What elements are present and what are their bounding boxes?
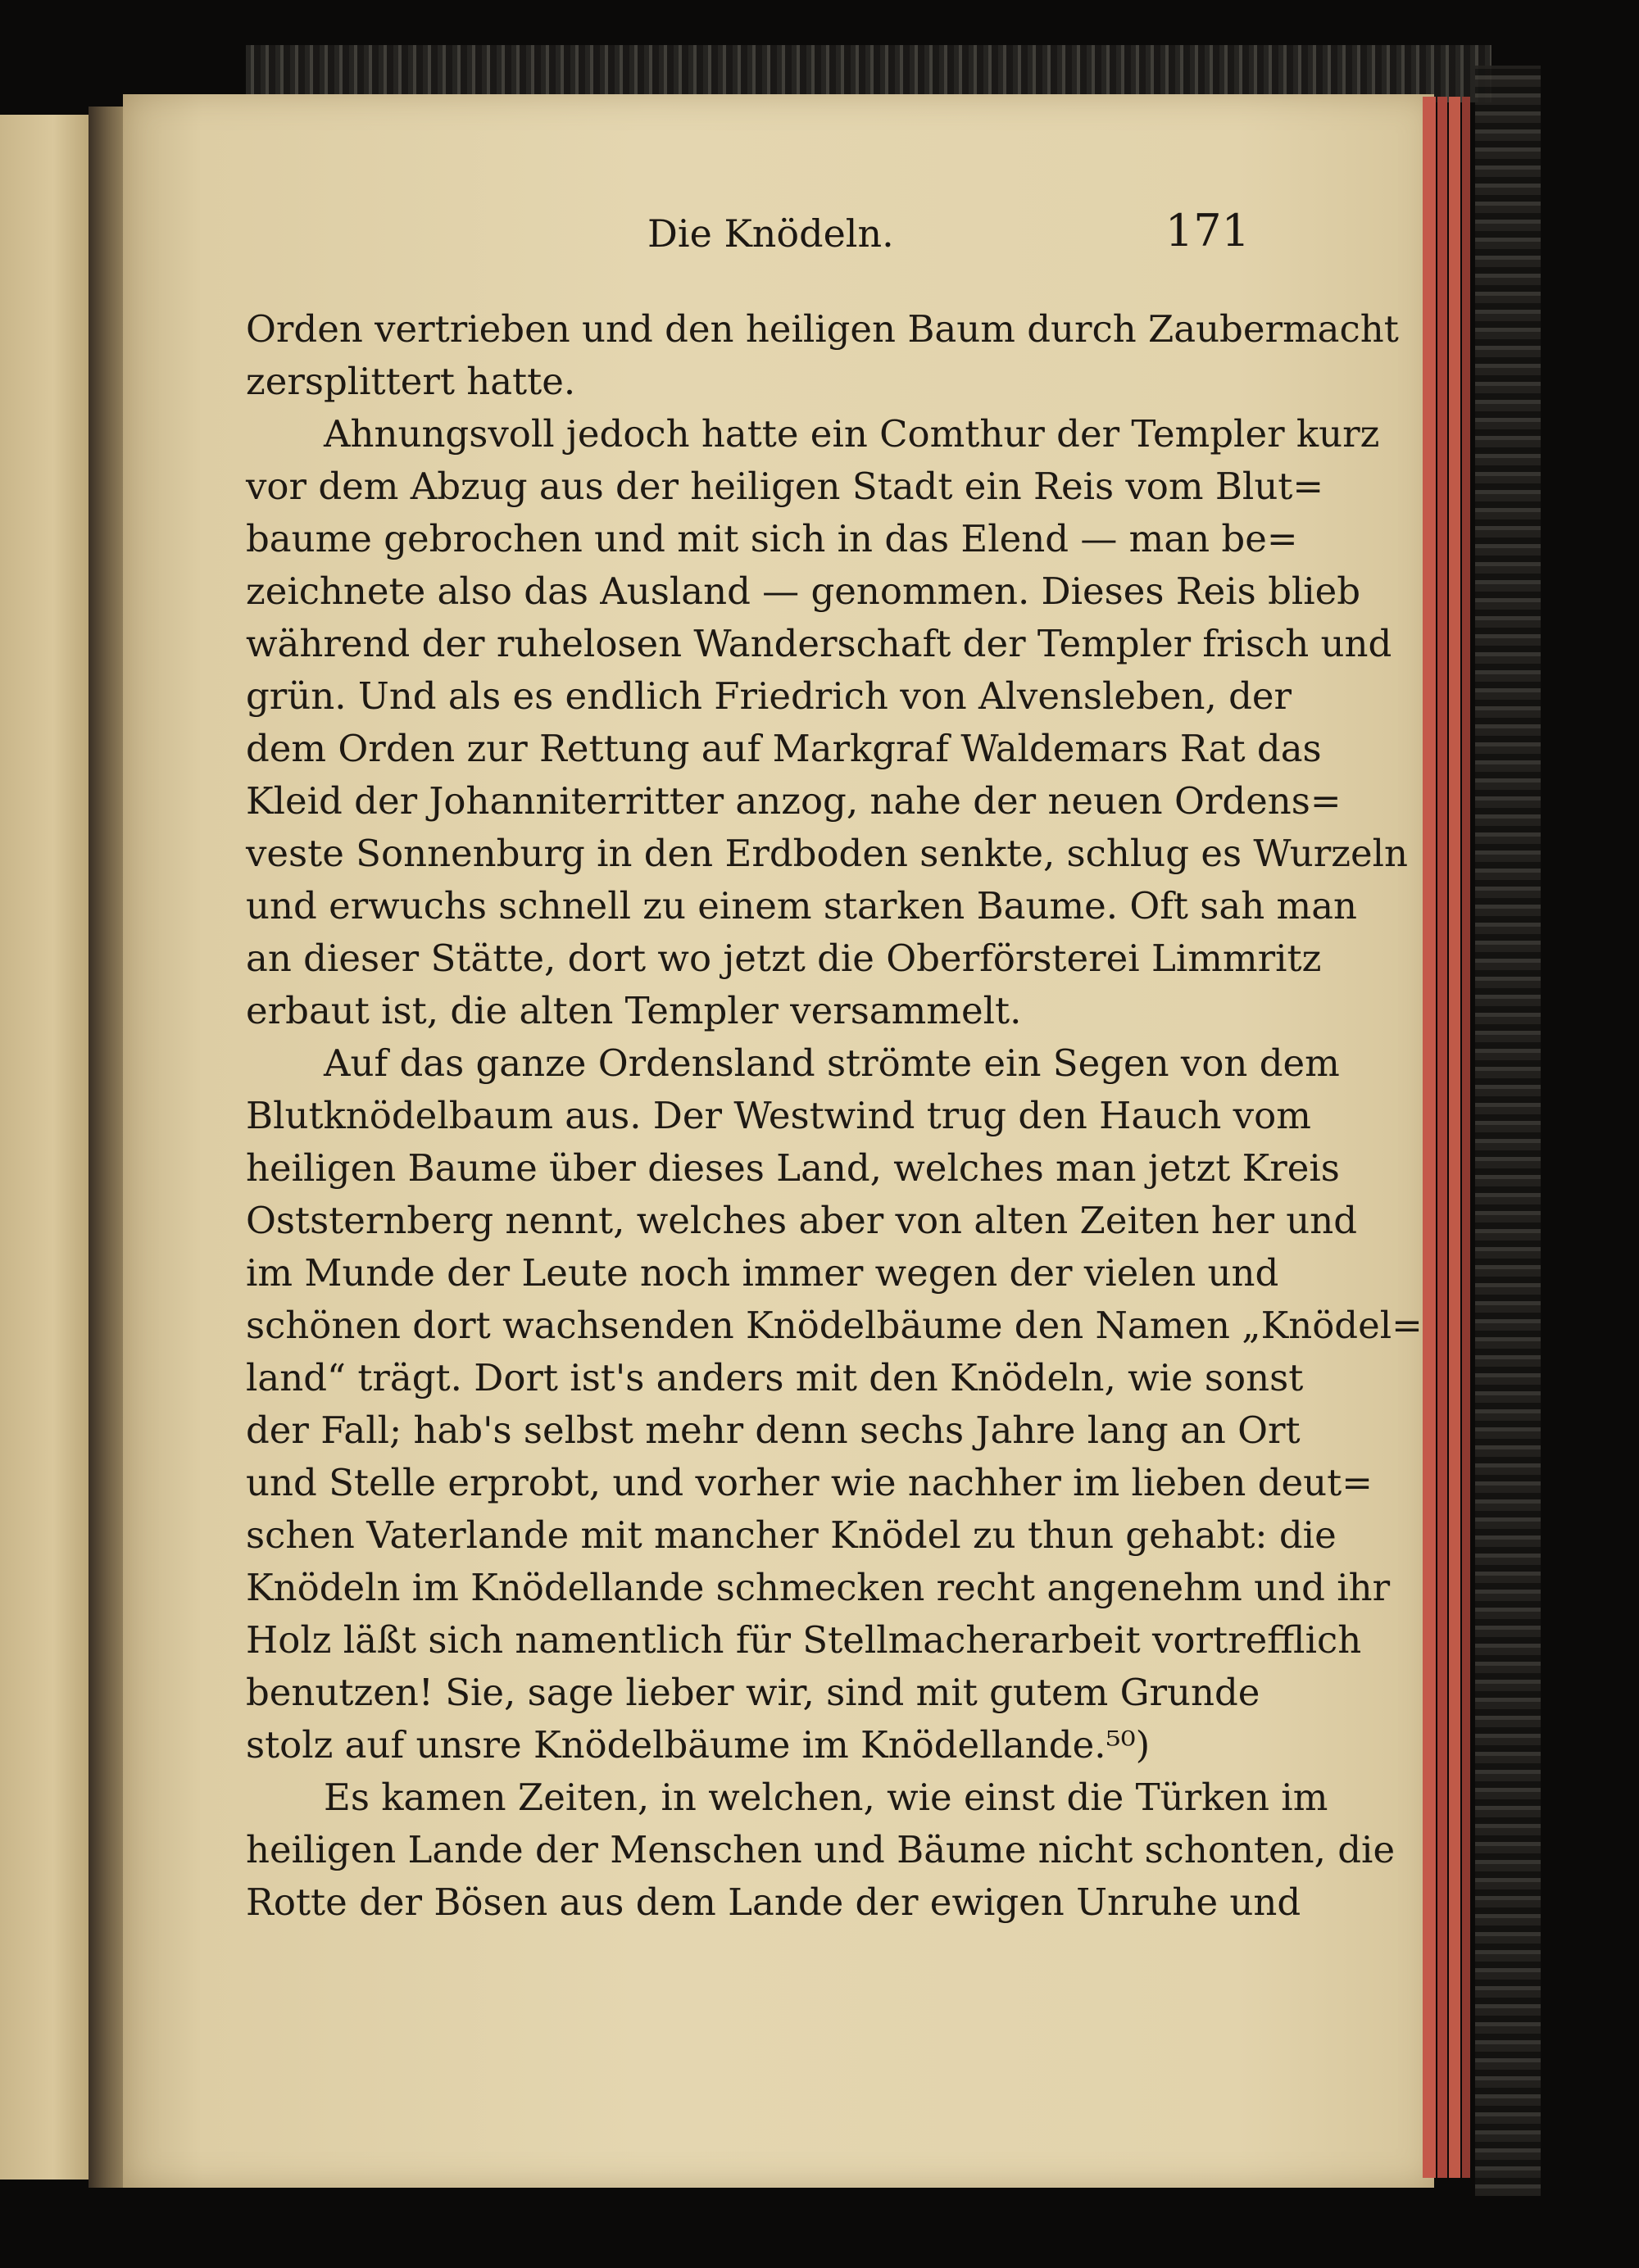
- text-line: veste Sonnenburg in den Erdboden senkte, schlug es Wurzeln: [246, 832, 1408, 875]
- text-line: der Fall; hab's selbst mehr denn sechs Jahre lang an Ort: [246, 1408, 1301, 1452]
- text-line: Rotte der Bösen aus dem Lande der ewigen Unruhe und: [246, 1880, 1301, 1924]
- text-line: schen Vaterlande mit mancher Knödel zu thun gehabt: die: [246, 1513, 1337, 1557]
- text-line: heiligen Baume über dieses Land, welches man jetzt Kreis: [246, 1146, 1340, 1190]
- page-edge-red: [1462, 97, 1470, 2178]
- text-line: Kleid der Johanniterritter anzog, nahe der neuen Ordens=: [246, 779, 1342, 823]
- text-line: und Stelle erprobt, und vorher wie nachher im lieben deut=: [246, 1461, 1373, 1504]
- previous-page-edge: [0, 115, 97, 2180]
- text-line: Oststernberg nennt, welches aber von alten Zeiten her und: [246, 1199, 1358, 1242]
- text-line: heiligen Lande der Menschen und Bäume nicht schonten, die: [246, 1828, 1396, 1871]
- page-edge-red: [1423, 97, 1436, 2178]
- body-text: [246, 303, 1423, 1929]
- text-line: und erwuchs schnell zu einem starken Baume. Oft sah man: [246, 884, 1357, 928]
- book-cover-side: [1475, 66, 1541, 2196]
- page-number: 171: [1165, 205, 1250, 256]
- text-line: während der ruhelosen Wanderschaft der Templer frisch und: [246, 622, 1392, 665]
- text-line: vor dem Abzug aus der heiligen Stadt ein Reis vom Blut=: [246, 465, 1324, 508]
- text-line: stolz auf unsre Knödelbäume im Knödellande.⁵⁰): [246, 1723, 1151, 1767]
- text-line: im Munde der Leute noch immer wegen der vielen und: [246, 1251, 1279, 1295]
- text-line: schönen dort wachsenden Knödelbäume den Namen „Knödel=: [246, 1304, 1423, 1347]
- running-head: [246, 205, 1250, 269]
- text-line: Ahnungsvoll jedoch hatte ein Comthur der Templer kurz: [324, 412, 1380, 456]
- text-line: Es kamen Zeiten, in welchen, wie einst die Türken im: [324, 1776, 1328, 1819]
- text-line: zersplittert hatte.: [246, 360, 576, 403]
- text-line: dem Orden zur Rettung auf Markgraf Waldemars Rat das: [246, 727, 1322, 770]
- page-edge-red: [1437, 97, 1447, 2178]
- text-line: land“ trägt. Dort ist's anders mit den Knödeln, wie sonst: [246, 1356, 1304, 1399]
- text-line: erbaut ist, die alten Templer versammelt.: [246, 989, 1022, 1032]
- text-line: baume gebrochen und mit sich in das Elend — man be=: [246, 517, 1298, 560]
- text-line: benutzen! Sie, sage lieber wir, sind mit gutem Grunde: [246, 1671, 1260, 1714]
- text-line: grün. Und als es endlich Friedrich von Alvensleben, der: [246, 674, 1292, 718]
- text-line: Blutknödelbaum aus. Der Westwind trug den Hauch vom: [246, 1094, 1311, 1137]
- text-line: Orden vertrieben und den heiligen Baum durch Zaubermacht: [246, 307, 1399, 351]
- text-line: zeichnete also das Ausland — genommen. Dieses Reis blieb: [246, 569, 1361, 613]
- running-head-title: Die Knödeln.: [647, 211, 894, 256]
- text-line: Knödeln im Knödellande schmecken recht angenehm und ihr: [246, 1566, 1391, 1609]
- text-line: an dieser Stätte, dort wo jetzt die Oberförsterei Limmritz: [246, 937, 1322, 980]
- page-edge-red: [1449, 97, 1460, 2178]
- text-line: Holz läßt sich namentlich für Stellmacherarbeit vortrefflich: [246, 1618, 1362, 1662]
- text-line: Auf das ganze Ordensland strömte ein Segen von dem: [324, 1041, 1340, 1085]
